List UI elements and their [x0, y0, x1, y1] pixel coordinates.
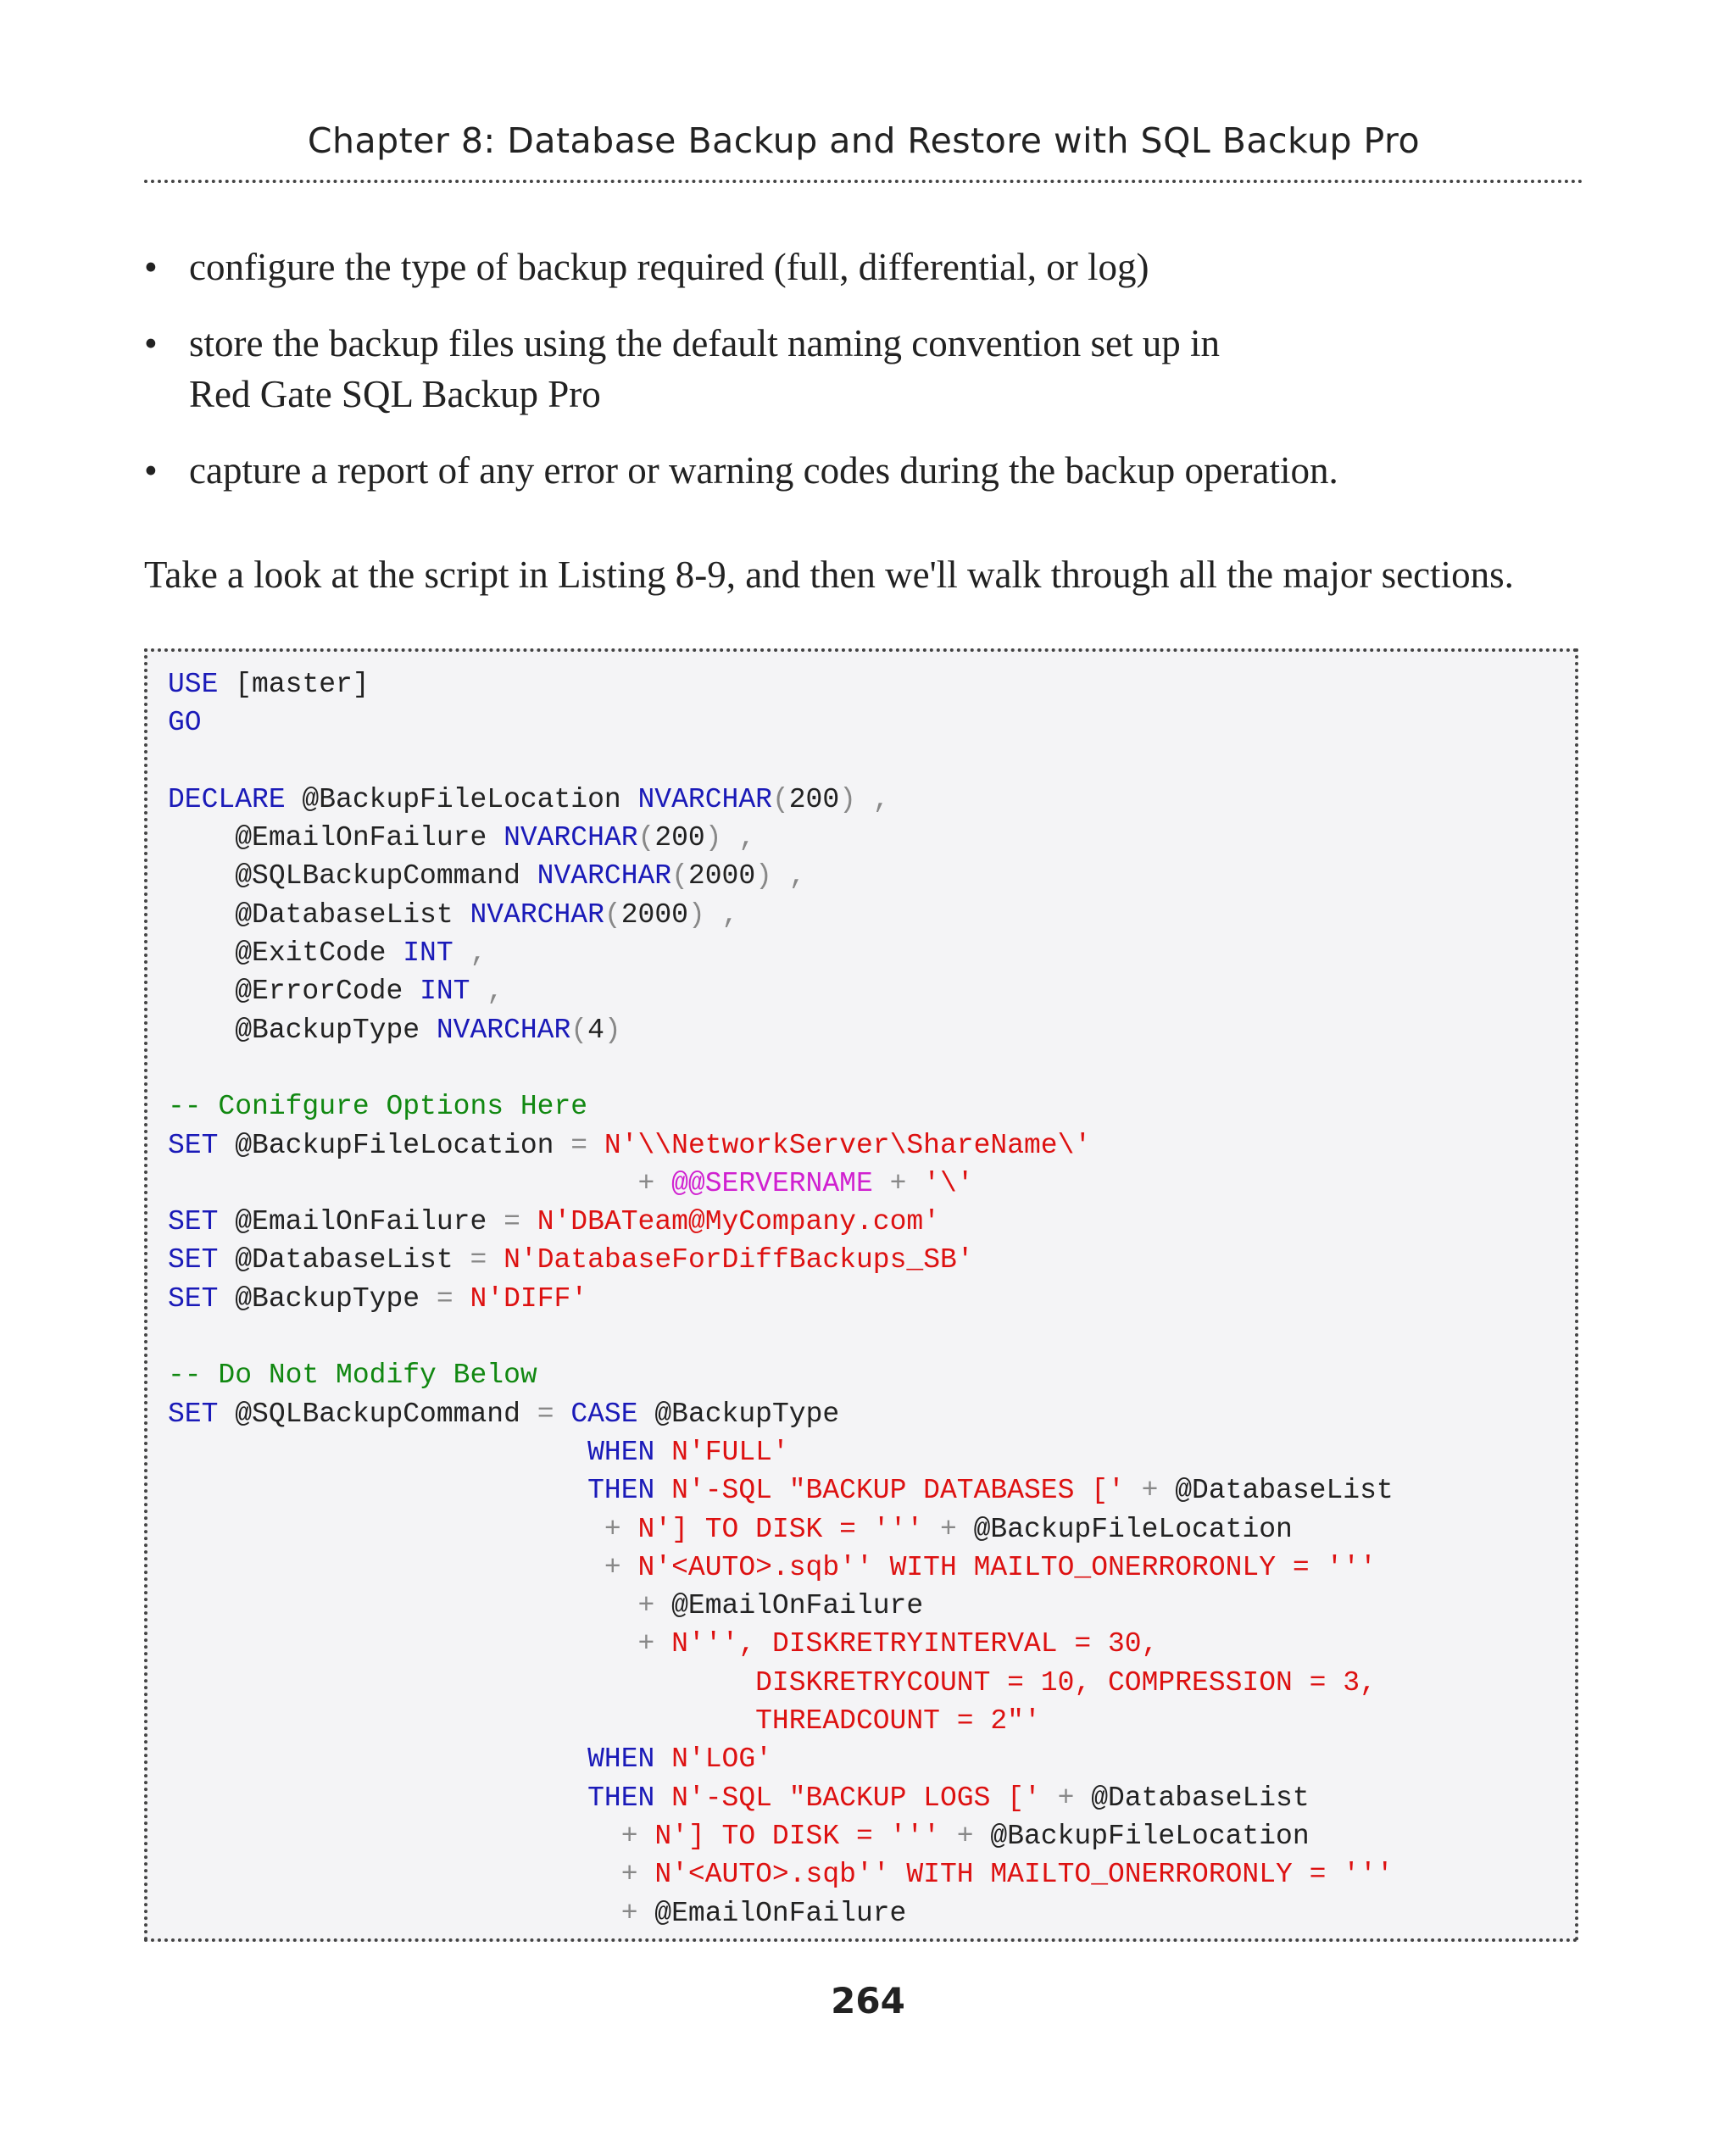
code-text	[168, 1475, 587, 1506]
code-keyword: GO	[168, 707, 202, 739]
code-line	[168, 822, 755, 854]
code-operator: (	[604, 898, 621, 931]
code-string: N'] TO DISK = '''	[637, 1513, 924, 1545]
code-line	[168, 860, 806, 892]
code-text	[654, 1782, 671, 1814]
code-keyword: THEN	[587, 1475, 655, 1507]
code-text: @EmailOnFailure	[168, 822, 504, 854]
code-keyword: THEN	[587, 1782, 655, 1814]
code-text	[654, 1437, 671, 1468]
code-line	[168, 1130, 1091, 1161]
code-text	[487, 1244, 504, 1276]
code-text	[168, 1590, 638, 1621]
code-keyword: NVARCHAR	[637, 783, 772, 815]
code-text	[168, 1667, 755, 1699]
code-operator: )	[604, 1014, 621, 1046]
code-keyword: NVARCHAR	[436, 1014, 571, 1046]
code-line	[168, 1590, 923, 1621]
code-text: @DatabaseList	[1074, 1782, 1310, 1814]
code-text: @EmailOnFailure	[637, 1897, 907, 1929]
bullet-text: store the backup files using the default naming convention set up in	[189, 322, 1220, 364]
code-text	[168, 1743, 587, 1775]
code-string: N'\\NetworkServer\ShareName\'	[604, 1129, 1092, 1161]
code-string: N'<AUTO>.sqb'' WITH MAILTO_ONERRORONLY = '''	[637, 1551, 1377, 1583]
code-string: N'DatabaseForDiffBackups_SB'	[504, 1244, 974, 1276]
code-operator: =	[504, 1206, 520, 1238]
code-keyword: SET	[168, 1129, 219, 1161]
code-line	[168, 937, 487, 969]
code-text: 2000	[687, 860, 756, 893]
code-listing	[144, 648, 1578, 1942]
code-text	[168, 1514, 604, 1545]
code-line	[168, 1552, 1377, 1583]
code-operator: +	[956, 1820, 974, 1852]
code-text: 200	[788, 783, 840, 815]
code-string: THREADCOUNT = 2"'	[755, 1705, 1041, 1738]
code-text	[1125, 1475, 1142, 1506]
code-line	[168, 1743, 772, 1775]
code-text	[168, 1782, 587, 1814]
code-line	[168, 1667, 1377, 1699]
code-text: @EmailOnFailure	[218, 1206, 504, 1238]
code-text	[621, 1514, 638, 1545]
bullet-text: capture a report of any error or warning codes during the backup operation.	[189, 449, 1338, 492]
code-line	[168, 1437, 789, 1468]
code-text: @BackupFileLocation	[218, 1129, 571, 1161]
code-line	[168, 1091, 587, 1122]
code-operator: ,	[453, 937, 487, 970]
code-operator: ) ,	[755, 860, 806, 893]
code-comment: -- Do Not Modify Below	[168, 1360, 537, 1392]
code-text	[654, 1743, 671, 1775]
code-text: @BackupFileLocation	[956, 1513, 1293, 1545]
code-text	[638, 1859, 655, 1890]
code-operator: +	[620, 1859, 638, 1891]
code-text: @BackupType	[637, 1398, 840, 1430]
code-string: N'LOG'	[671, 1743, 772, 1776]
code-text	[168, 1898, 621, 1929]
code-line	[168, 784, 890, 815]
code-string: N'DBATeam@MyCompany.com'	[537, 1206, 940, 1238]
code-operator: +	[620, 1897, 638, 1929]
code-text: @BackupFileLocation	[285, 783, 638, 815]
bullet-item	[144, 242, 1585, 292]
code-text: @BackupType	[168, 1014, 437, 1046]
code-text	[873, 1168, 890, 1199]
bullet-text-continued: Red Gate SQL Backup Pro	[189, 373, 601, 415]
code-operator: (	[570, 1014, 588, 1046]
code-text	[554, 1399, 571, 1430]
page-number: 264	[831, 1980, 905, 2021]
code-operator: +	[1141, 1475, 1159, 1507]
code-text: @DatabaseList	[168, 898, 470, 931]
code-keyword: SET	[168, 1244, 219, 1276]
code-text: 200	[654, 822, 705, 854]
code-text	[923, 1514, 940, 1545]
code-text	[1041, 1782, 1058, 1814]
code-text	[621, 1552, 638, 1583]
code-text: @EmailOnFailure	[654, 1590, 924, 1622]
bullet-item	[144, 318, 1585, 420]
code-operator: +	[604, 1551, 621, 1583]
code-line	[168, 899, 738, 931]
code-string: N'-SQL "BACKUP DATABASES ['	[671, 1475, 1125, 1507]
code-text	[168, 1821, 621, 1852]
code-text	[453, 1283, 470, 1315]
code-line	[168, 1628, 1158, 1660]
code-line	[168, 707, 202, 738]
code-line	[168, 1244, 974, 1276]
code-line	[168, 1206, 940, 1237]
code-operator: ) ,	[704, 822, 756, 854]
code-keyword: USE	[168, 669, 219, 700]
code-operator: ,	[470, 976, 504, 1008]
code-text: @DatabaseList	[1158, 1475, 1394, 1507]
code-text	[587, 1130, 604, 1161]
code-line	[168, 669, 370, 700]
code-text	[168, 1552, 604, 1583]
code-text: @SQLBackupCommand	[218, 1398, 537, 1430]
code-keyword: NVARCHAR	[470, 898, 604, 931]
bullet-dot: •	[144, 449, 158, 492]
code-text	[520, 1206, 537, 1237]
code-keyword: NVARCHAR	[504, 822, 638, 854]
code-text	[654, 1628, 671, 1660]
code-text	[168, 1168, 638, 1199]
code-text	[638, 1821, 655, 1852]
code-text: [master]	[218, 669, 370, 700]
code-keyword: WHEN	[587, 1743, 655, 1776]
code-text: 4	[587, 1014, 604, 1046]
code-line	[168, 1168, 974, 1199]
bullet-dot: •	[144, 246, 158, 288]
code-keyword: DECLARE	[168, 783, 286, 815]
code-comment: -- Conifgure Options Here	[168, 1091, 588, 1123]
code-operator: =	[570, 1129, 588, 1161]
code-operator: (	[637, 822, 655, 854]
code-text	[168, 1705, 755, 1737]
code-operator: (	[671, 860, 688, 893]
code-system-variable: @@SERVERNAME	[671, 1167, 873, 1199]
running-header	[144, 117, 1583, 183]
code-text	[654, 1475, 671, 1506]
code-operator: +	[620, 1820, 638, 1852]
code-operator: +	[637, 1628, 655, 1660]
code-string: N''', DISKRETRYINTERVAL = 30,	[671, 1628, 1159, 1660]
code-keyword: INT	[420, 976, 470, 1008]
code-string: N'-SQL "BACKUP LOGS ['	[671, 1782, 1041, 1814]
code-operator: ) ,	[839, 783, 890, 815]
code-block	[147, 652, 1575, 1932]
code-text	[654, 1168, 671, 1199]
code-text	[906, 1168, 923, 1199]
code-text: @BackupType	[218, 1282, 437, 1315]
code-keyword: SET	[168, 1398, 219, 1430]
code-line	[168, 1705, 1041, 1737]
code-operator: +	[939, 1513, 957, 1545]
code-operator: +	[637, 1590, 655, 1622]
bullet-list	[144, 242, 1585, 521]
code-operator: =	[470, 1244, 487, 1276]
code-text: @BackupFileLocation	[973, 1820, 1310, 1852]
code-string: '\'	[923, 1167, 974, 1199]
code-string: N'FULL'	[671, 1436, 789, 1468]
code-keyword: CASE	[570, 1398, 638, 1430]
code-text	[940, 1821, 957, 1852]
code-text	[168, 1859, 621, 1890]
code-line	[168, 1475, 1394, 1506]
bullet-item	[144, 445, 1585, 496]
code-operator: +	[1057, 1782, 1075, 1814]
code-operator: +	[889, 1167, 907, 1199]
code-operator: =	[537, 1398, 554, 1430]
bullet-text: configure the type of backup required (full, differential, or log)	[189, 246, 1149, 288]
code-text	[168, 1628, 638, 1660]
code-string: DISKRETRYCOUNT = 10, COMPRESSION = 3,	[755, 1666, 1377, 1699]
code-string: N'] TO DISK = '''	[654, 1820, 940, 1852]
code-line	[168, 1015, 621, 1046]
code-text: @ErrorCode	[168, 976, 420, 1008]
code-text: 2000	[620, 898, 688, 931]
code-line	[168, 1283, 587, 1315]
code-string: N'<AUTO>.sqb'' WITH MAILTO_ONERRORONLY = '''	[654, 1859, 1394, 1891]
code-line	[168, 1859, 1394, 1890]
code-keyword: NVARCHAR	[537, 860, 672, 893]
code-keyword: SET	[168, 1206, 219, 1238]
code-line	[168, 1399, 839, 1430]
code-text: @SQLBackupCommand	[168, 860, 537, 893]
code-operator: ) ,	[687, 898, 739, 931]
code-operator: =	[436, 1282, 453, 1315]
code-operator: +	[604, 1513, 621, 1545]
code-text: @DatabaseList	[218, 1244, 470, 1276]
code-line	[168, 1821, 1310, 1852]
code-line	[168, 1514, 1293, 1545]
chapter-title: Chapter 8: Database Backup and Restore with SQL Backup Pro	[307, 120, 1421, 161]
code-line	[168, 976, 504, 1007]
code-keyword: SET	[168, 1282, 219, 1315]
code-text: @ExitCode	[168, 937, 403, 970]
code-line	[168, 1898, 906, 1929]
code-line	[168, 1782, 1310, 1814]
code-operator: (	[771, 783, 789, 815]
code-operator: +	[637, 1167, 655, 1199]
bullet-dot: •	[144, 322, 158, 364]
code-keyword: INT	[403, 937, 453, 970]
code-keyword: WHEN	[587, 1436, 655, 1468]
code-text	[168, 1437, 587, 1468]
code-line	[168, 1360, 537, 1391]
code-string: N'DIFF'	[470, 1282, 588, 1315]
intro-paragraph: Take a look at the script in Listing 8-9, and then we'll walk through all the major sections.	[144, 553, 1514, 596]
